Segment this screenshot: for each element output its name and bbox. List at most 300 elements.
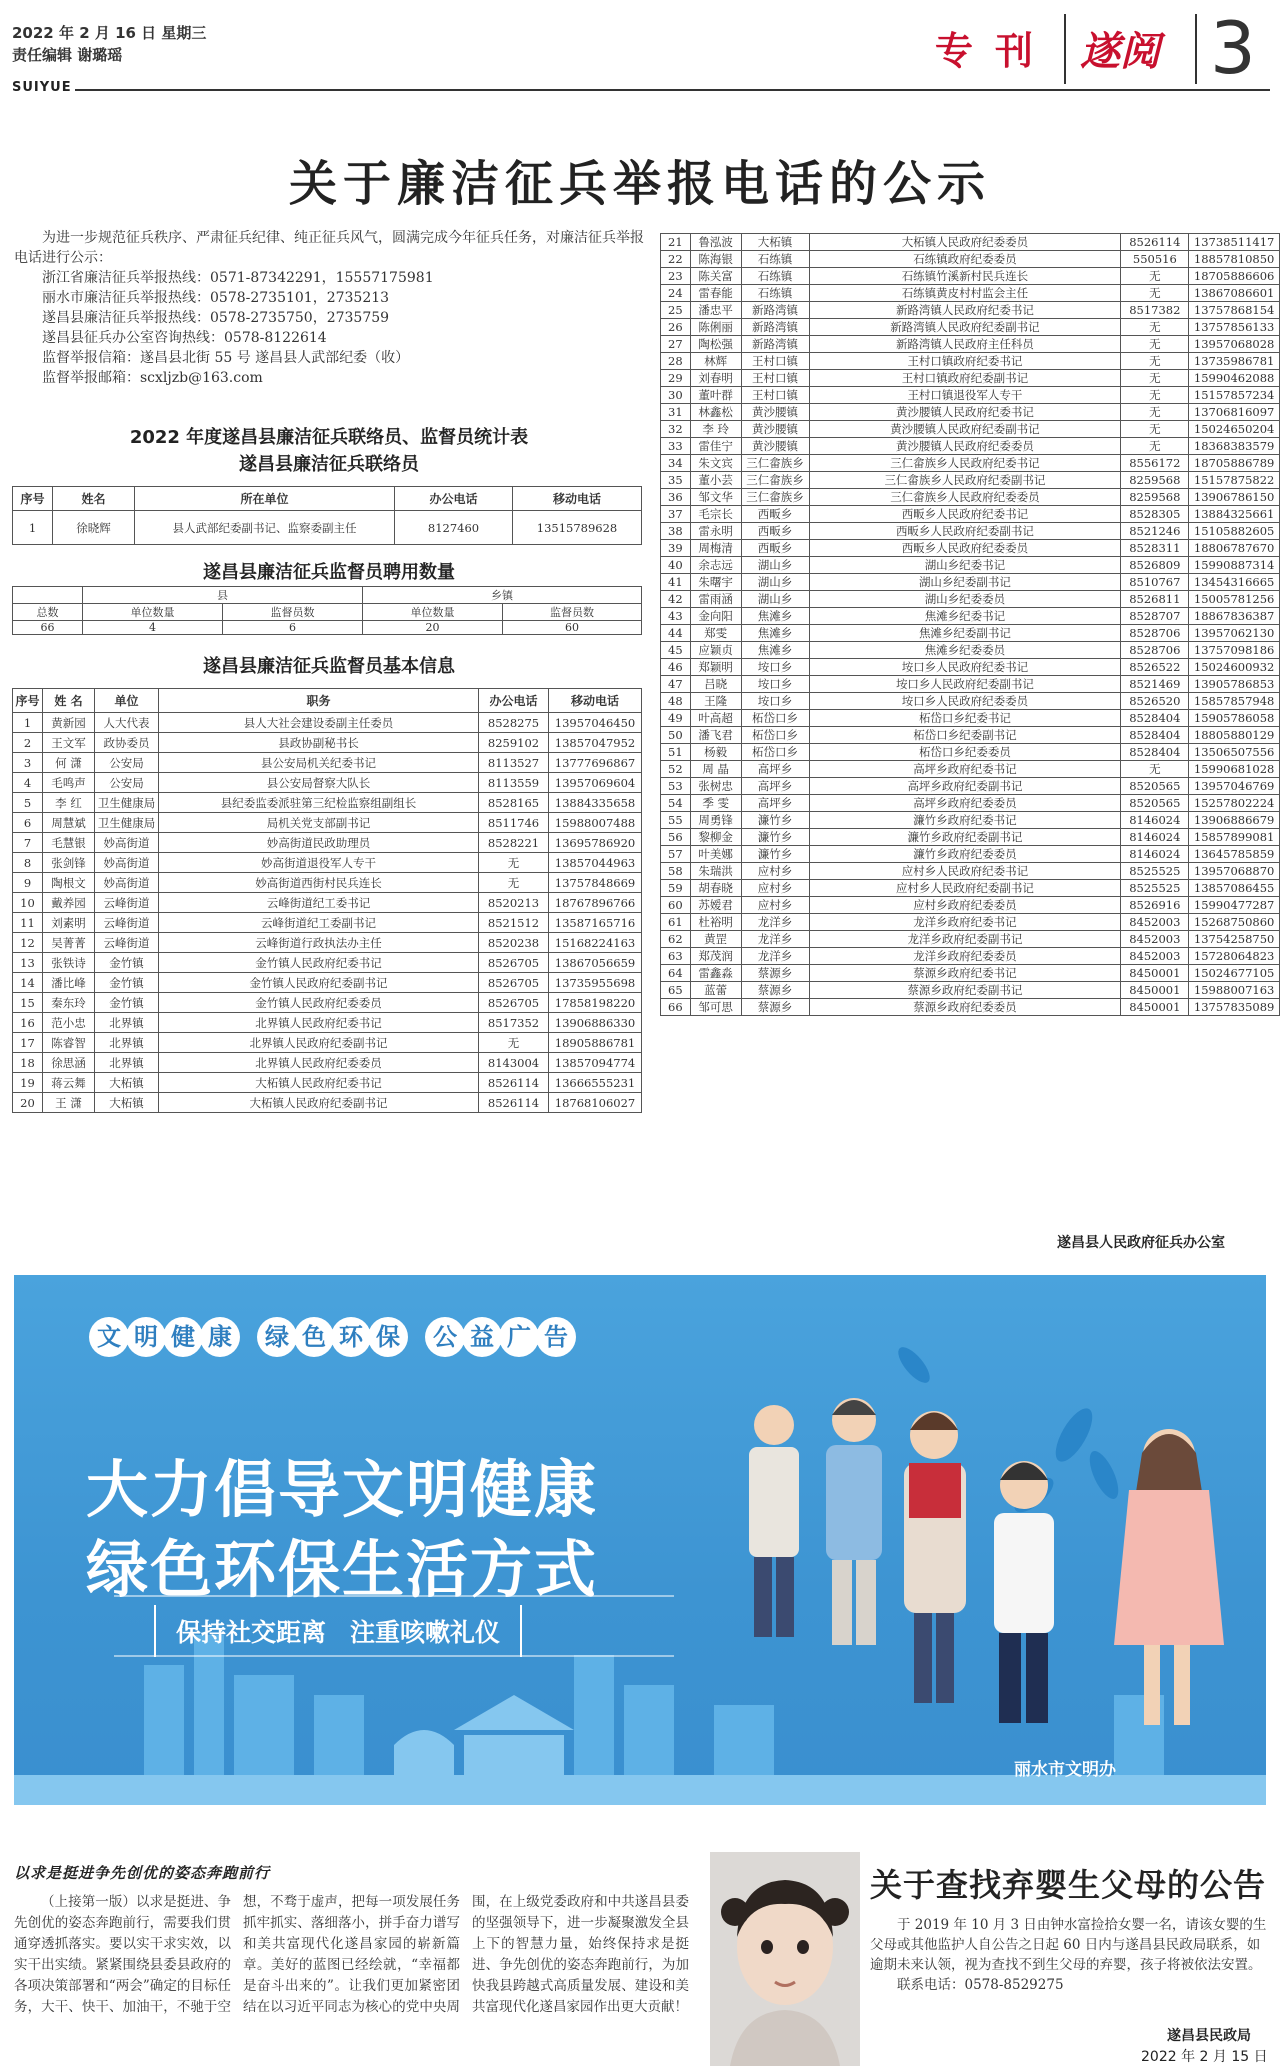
cell: 无 bbox=[1121, 285, 1189, 302]
cell: 2 bbox=[13, 733, 43, 753]
cell: 西畈乡人民政府纪委副书记 bbox=[809, 523, 1121, 540]
cell: 焦滩乡 bbox=[741, 625, 809, 642]
cell: 雷永明 bbox=[690, 523, 741, 540]
cell: 27 bbox=[661, 336, 691, 353]
cell: 8450001 bbox=[1121, 965, 1189, 982]
cell: 王隆 bbox=[690, 693, 741, 710]
cell: 郑茂润 bbox=[690, 948, 741, 965]
cell: 8525525 bbox=[1121, 863, 1189, 880]
cell: 8511746 bbox=[479, 813, 549, 833]
cell: 18857810850 bbox=[1189, 251, 1280, 268]
cell: 8528706 bbox=[1121, 642, 1189, 659]
notice-contact: 联系电话：0578-8529275 bbox=[897, 1977, 1064, 1993]
cell: 26 bbox=[661, 319, 691, 336]
cell: 徐晓辉 bbox=[53, 511, 135, 545]
cell: 8517352 bbox=[479, 1013, 549, 1033]
cell: 蔡源乡政府纪委委员 bbox=[809, 999, 1121, 1016]
cell: 叶美娜 bbox=[690, 846, 741, 863]
cell: 8526114 bbox=[1121, 234, 1189, 251]
cell: 13957062130 bbox=[1189, 625, 1280, 642]
cell: 戴养园 bbox=[43, 893, 95, 913]
sub-slogan-text: 保持社交距离 bbox=[176, 1618, 327, 1647]
cell: 无 bbox=[479, 1033, 549, 1053]
liaison-title: 遂昌县廉洁征兵联络员 bbox=[239, 454, 419, 475]
intro-paragraph: 为进一步规范征兵秩序、严肃征兵纪律、纯正征兵风气，圆满完成今年征兵任务，对廉洁征兵举报电话进行公示： bbox=[14, 230, 644, 266]
cell: 黄罡 bbox=[690, 931, 741, 948]
cell: 13515789628 bbox=[513, 511, 642, 545]
cell: 13757835089 bbox=[1189, 999, 1280, 1016]
cell: 濂竹乡政府纪委委员 bbox=[809, 846, 1121, 863]
cell: 县政协副秘书长 bbox=[159, 733, 479, 753]
table-row bbox=[661, 455, 1280, 472]
cell: 44 bbox=[661, 625, 691, 642]
cell: 县公安局机关纪委书记 bbox=[159, 753, 479, 773]
table-row bbox=[661, 506, 1280, 523]
cell: 垵口乡人民政府纪委副书记 bbox=[809, 676, 1121, 693]
ad-tag-char: 色 bbox=[294, 1317, 334, 1357]
section-name: 专刊 bbox=[935, 28, 1056, 73]
table-row bbox=[13, 833, 642, 853]
cell: 邹可思 bbox=[690, 999, 741, 1016]
cell: 杜裕明 bbox=[690, 914, 741, 931]
cell: 18767896766 bbox=[549, 893, 642, 913]
cell: 15988007488 bbox=[549, 813, 642, 833]
hotline-line: 浙江省廉洁征兵举报热线：0571-87342291，15557175981 bbox=[42, 270, 434, 286]
cell: 三仁畲族乡 bbox=[741, 489, 809, 506]
cell: 15005781256 bbox=[1189, 591, 1280, 608]
cell: 16 bbox=[13, 1013, 43, 1033]
ad-tag-char: 益 bbox=[462, 1317, 502, 1357]
cell: 8526705 bbox=[479, 993, 549, 1013]
table-row bbox=[13, 973, 642, 993]
cell: 8113527 bbox=[479, 753, 549, 773]
cell: 62 bbox=[661, 931, 691, 948]
cell: 52 bbox=[661, 761, 691, 778]
cell: 应村乡人民政府纪委副书记 bbox=[809, 880, 1121, 897]
cell: 黄沙腰镇 bbox=[741, 404, 809, 421]
cell: 三仁畲族乡人民政府纪委委员 bbox=[809, 489, 1121, 506]
ad-tag-char: 环 bbox=[331, 1317, 371, 1357]
page-title: 关于廉洁征兵举报电话的公示 bbox=[288, 156, 991, 212]
col-header: 序号 bbox=[13, 487, 53, 511]
cell: 叶高超 bbox=[690, 710, 741, 727]
cell: 垵口乡人民政府纪委书记 bbox=[809, 659, 1121, 676]
masthead-rule bbox=[75, 89, 1270, 91]
cell: 董小芸 bbox=[690, 472, 741, 489]
cell: 13884325661 bbox=[1189, 506, 1280, 523]
cell: 潘忠平 bbox=[690, 302, 741, 319]
cell: 濂竹乡政府纪委书记 bbox=[809, 812, 1121, 829]
cell: 新路湾镇 bbox=[741, 336, 809, 353]
ad-tag-char: 健 bbox=[163, 1317, 203, 1357]
cell: 黄沙腰镇 bbox=[741, 438, 809, 455]
cell: 湖山乡纪委委员 bbox=[809, 591, 1121, 608]
cell: 8526916 bbox=[1121, 897, 1189, 914]
cell: 范小忠 bbox=[43, 1013, 95, 1033]
cell: 8526705 bbox=[479, 953, 549, 973]
cell: 13757098186 bbox=[1189, 642, 1280, 659]
cell: 雷鑫淼 bbox=[690, 965, 741, 982]
table-row bbox=[13, 511, 642, 545]
table-row bbox=[661, 999, 1280, 1016]
cell: 41 bbox=[661, 574, 691, 591]
table-row bbox=[661, 642, 1280, 659]
table-row bbox=[13, 913, 642, 933]
cell: 应村乡政府纪委委员 bbox=[809, 897, 1121, 914]
table-row bbox=[661, 693, 1280, 710]
cell: 柘岱口乡 bbox=[741, 727, 809, 744]
table-row bbox=[661, 336, 1280, 353]
cell: 13506507556 bbox=[1189, 744, 1280, 761]
cell: 36 bbox=[661, 489, 691, 506]
table-row bbox=[13, 1013, 642, 1033]
table-row bbox=[661, 540, 1280, 557]
cell: 大柘镇 bbox=[95, 1093, 159, 1113]
cell: 15157875822 bbox=[1189, 472, 1280, 489]
table-row bbox=[661, 846, 1280, 863]
cell: 朱文宾 bbox=[690, 455, 741, 472]
cell: 焦滩乡 bbox=[741, 642, 809, 659]
hire-title: 遂昌县廉洁征兵监督员聘用数量 bbox=[203, 562, 455, 583]
cell: 西畈乡 bbox=[741, 540, 809, 557]
cell: 新路湾镇人民政府纪委书记 bbox=[809, 302, 1121, 319]
cell: 濂竹乡政府纪委副书记 bbox=[809, 829, 1121, 846]
cell: 21 bbox=[661, 234, 691, 251]
cell: 王村口镇政府纪委书记 bbox=[809, 353, 1121, 370]
editor-credit: 责任编辑 谢璐瑶 bbox=[12, 46, 123, 64]
table-row bbox=[661, 387, 1280, 404]
cell: 西畈乡人民政府纪委书记 bbox=[809, 506, 1121, 523]
cell: 石练镇 bbox=[741, 251, 809, 268]
cell: 北界镇 bbox=[95, 1033, 159, 1053]
cell: 13754258750 bbox=[1189, 931, 1280, 948]
table-row bbox=[661, 812, 1280, 829]
cell: 11 bbox=[13, 913, 43, 933]
cell: 蔡源乡 bbox=[741, 982, 809, 999]
cell: 8528305 bbox=[1121, 506, 1189, 523]
cell: 石练镇 bbox=[741, 268, 809, 285]
ad-tag-char: 公 bbox=[425, 1317, 465, 1357]
article-paragraph: （上接第一版）以求是挺进、争先创优的姿态奔跑前行，需要我们贯通穿透抓落实。要以实干求实效，以实干出实绩。紧紧围绕县委县政府的各项决策部署和“两会”确定的目标任务，大干、快干、加油干，不驰于空想，不骛于虚声，把每一项发展任务抓牢抓实、落细落小，拼手奋力谱写和美共富现代化遂昌家园的崭新篇章。美好的蓝图已经绘就，“幸福都是奋斗出来的”。让我们更加紧密团结在以习近平同志为核心的党中央周围，在上级党委政府和中共遂昌县委的坚强领导下，进一步凝聚激发全县上下的智慧力量，始终保持求是挺进、争先创优的姿态奔跑前行，为加快我县跨越式高质量发展、建设和美共富现代化遂昌家园作出更大贡献！ bbox=[14, 1894, 689, 2015]
cell: 51 bbox=[661, 744, 691, 761]
ad-slogan bbox=[86, 1450, 598, 1610]
masthead-info bbox=[12, 22, 206, 66]
cell: 13906786150 bbox=[1189, 489, 1280, 506]
cell: 县人武部纪委副书记、监察委副主任 bbox=[135, 511, 395, 545]
cell: 林鑫松 bbox=[690, 404, 741, 421]
table-row bbox=[661, 353, 1280, 370]
cell: 4 bbox=[83, 621, 223, 635]
cell: 13666555231 bbox=[549, 1073, 642, 1093]
cell: 15990887314 bbox=[1189, 557, 1280, 574]
cell: 云峰街道 bbox=[95, 913, 159, 933]
cell: 柘岱口乡纪委副书记 bbox=[809, 727, 1121, 744]
notice-paragraph: 于 2019 年 10 月 3 日由钟水富捡拾女婴一名，请该女婴的生父母或其他监护人自公告之日起 60 日内与遂昌县民政局联系，如逾期未来认领，视为查找不到生父母的弃婴，孩子将被依法安置。 bbox=[870, 1917, 1267, 1973]
notice-date: 2022 年 2 月 15 日 bbox=[1141, 2049, 1268, 2065]
cell: 15268750860 bbox=[1189, 914, 1280, 931]
cell: 59 bbox=[661, 880, 691, 897]
cell: 郑雯 bbox=[690, 625, 741, 642]
cell: 66 bbox=[13, 621, 83, 635]
table-row bbox=[661, 778, 1280, 795]
slogan-divider bbox=[114, 1595, 674, 1597]
cell: 8517382 bbox=[1121, 302, 1189, 319]
cell: 龙洋乡政府纪委副书记 bbox=[809, 931, 1121, 948]
cell: 50 bbox=[661, 727, 691, 744]
cell: 32 bbox=[661, 421, 691, 438]
slogan-line: 大力倡导文明健康 bbox=[86, 1453, 599, 1526]
cell: 大柘镇 bbox=[95, 1073, 159, 1093]
cell: 黄沙腰镇人民政府纪委委员 bbox=[809, 438, 1121, 455]
cell: 20 bbox=[13, 1093, 43, 1113]
col-header: 办公电话 bbox=[479, 689, 549, 713]
section-en: SUIYUE bbox=[12, 80, 72, 95]
cell: 8526114 bbox=[479, 1093, 549, 1113]
cell: 濂竹乡 bbox=[741, 829, 809, 846]
cell: 县公安局督察大队长 bbox=[159, 773, 479, 793]
cell: 大柘镇 bbox=[741, 234, 809, 251]
table-row bbox=[661, 931, 1280, 948]
cell: 8259102 bbox=[479, 733, 549, 753]
cell: 7 bbox=[13, 833, 43, 853]
cell: 金竹镇人民政府纪委副书记 bbox=[159, 973, 479, 993]
cell: 48 bbox=[661, 693, 691, 710]
cell: 鲁泓波 bbox=[690, 234, 741, 251]
table-row bbox=[661, 761, 1280, 778]
cell: 8526811 bbox=[1121, 591, 1189, 608]
cell: 蓝蕾 bbox=[690, 982, 741, 999]
cell: 王 潇 bbox=[43, 1093, 95, 1113]
cell: 15168224163 bbox=[549, 933, 642, 953]
cell: 8143004 bbox=[479, 1053, 549, 1073]
cell: 金向阳 bbox=[690, 608, 741, 625]
cell: 西畈乡人民政府纪委委员 bbox=[809, 540, 1121, 557]
cell: 8 bbox=[13, 853, 43, 873]
cell: 周 晶 bbox=[690, 761, 741, 778]
cell: 新路湾镇 bbox=[741, 319, 809, 336]
cell: 焦滩乡纪委书记 bbox=[809, 608, 1121, 625]
hire-table bbox=[12, 586, 642, 635]
table-row bbox=[661, 523, 1280, 540]
ad-tag-char: 康 bbox=[200, 1317, 240, 1357]
cell: 8528404 bbox=[1121, 727, 1189, 744]
table-row bbox=[661, 302, 1280, 319]
cell: 垵口乡 bbox=[741, 659, 809, 676]
cell: 13906886330 bbox=[549, 1013, 642, 1033]
cell: 蔡源乡政府纪委副书记 bbox=[809, 982, 1121, 999]
cell: 无 bbox=[1121, 319, 1189, 336]
cell: 8452003 bbox=[1121, 914, 1189, 931]
notice-signer: 遂昌县民政局 bbox=[1167, 2028, 1251, 2044]
cell: 龙洋乡 bbox=[741, 914, 809, 931]
cell: 邹文华 bbox=[690, 489, 741, 506]
cell: 三仁畲族乡 bbox=[741, 472, 809, 489]
cell: 张树忠 bbox=[690, 778, 741, 795]
cell: 石练镇竹溪新村民兵连长 bbox=[809, 268, 1121, 285]
table-row bbox=[661, 897, 1280, 914]
cell: 王村口镇 bbox=[741, 387, 809, 404]
cell: 云峰街道行政执法办主任 bbox=[159, 933, 479, 953]
cell: 15024600932 bbox=[1189, 659, 1280, 676]
cell: 42 bbox=[661, 591, 691, 608]
col-header: 单位 bbox=[95, 689, 159, 713]
table-row bbox=[661, 489, 1280, 506]
cell: 吕晓 bbox=[690, 676, 741, 693]
col-header: 移动电话 bbox=[513, 487, 642, 511]
ad-tag-char: 告 bbox=[536, 1317, 576, 1357]
cell: 13735986781 bbox=[1189, 353, 1280, 370]
cell: 无 bbox=[1121, 353, 1189, 370]
supervisor-table-left bbox=[12, 688, 642, 1113]
cell: 8526520 bbox=[1121, 693, 1189, 710]
cell: 13957068028 bbox=[1189, 336, 1280, 353]
table-row bbox=[13, 1053, 642, 1073]
cell: 季 雯 bbox=[690, 795, 741, 812]
cell: 13884335658 bbox=[549, 793, 642, 813]
cell: 31 bbox=[661, 404, 691, 421]
table-row bbox=[13, 893, 642, 913]
table-row bbox=[661, 625, 1280, 642]
cell: 15157857234 bbox=[1189, 387, 1280, 404]
cell: 湖山乡 bbox=[741, 591, 809, 608]
cell: 新路湾镇 bbox=[741, 302, 809, 319]
cell: 8452003 bbox=[1121, 948, 1189, 965]
cell: 8521469 bbox=[1121, 676, 1189, 693]
cell: 13 bbox=[13, 953, 43, 973]
cell: 石练镇黄皮村村监会主任 bbox=[809, 285, 1121, 302]
cell: 高坪乡 bbox=[741, 761, 809, 778]
cell: 北界镇人民政府纪委委员 bbox=[159, 1053, 479, 1073]
cell: 13957068870 bbox=[1189, 863, 1280, 880]
cell: 15990462088 bbox=[1189, 370, 1280, 387]
cell: 县人大社会建设委副主任委员 bbox=[159, 713, 479, 733]
table-row bbox=[661, 659, 1280, 676]
table-row bbox=[661, 744, 1280, 761]
hotline-line: 监督举报信箱：遂昌县北街 55 号 遂昌县人武部纪委（收） bbox=[42, 350, 410, 366]
cell: 三仁畲族乡人民政府纪委副书记 bbox=[809, 472, 1121, 489]
stat-title: 2022 年度遂昌县廉洁征兵联络员、监督员统计表 bbox=[129, 427, 529, 448]
cell: 湖山乡纪委副书记 bbox=[809, 574, 1121, 591]
cell: 高坪乡 bbox=[741, 795, 809, 812]
table-row bbox=[13, 733, 642, 753]
cell: 无 bbox=[1121, 421, 1189, 438]
cell: 13757848669 bbox=[549, 873, 642, 893]
cell: 金竹镇 bbox=[95, 993, 159, 1013]
cell: 18705886789 bbox=[1189, 455, 1280, 472]
cell: 郑颖明 bbox=[690, 659, 741, 676]
table-row bbox=[661, 268, 1280, 285]
cell: 8450001 bbox=[1121, 982, 1189, 999]
cell: 13587165716 bbox=[549, 913, 642, 933]
cell: 应村乡 bbox=[741, 880, 809, 897]
cell: 43 bbox=[661, 608, 691, 625]
cell: 30 bbox=[661, 387, 691, 404]
cell: 9 bbox=[13, 873, 43, 893]
cell: 潘飞君 bbox=[690, 727, 741, 744]
cell: 张铁诗 bbox=[43, 953, 95, 973]
cell: 龙洋乡政府纪委书记 bbox=[809, 914, 1121, 931]
cell: 13857094774 bbox=[549, 1053, 642, 1073]
cell: 黄沙腰镇人民政府纪委副书记 bbox=[809, 421, 1121, 438]
cell: 张剑锋 bbox=[43, 853, 95, 873]
table-row bbox=[13, 853, 642, 873]
cell: 高坪乡政府纪委书记 bbox=[809, 761, 1121, 778]
cell: 应村乡人民政府纪委书记 bbox=[809, 863, 1121, 880]
cell: 13757856133 bbox=[1189, 319, 1280, 336]
table-row bbox=[661, 676, 1280, 693]
cell: 13857047952 bbox=[549, 733, 642, 753]
cell: 新路湾镇人民政府纪委副书记 bbox=[809, 319, 1121, 336]
table-row bbox=[661, 727, 1280, 744]
table-row bbox=[661, 710, 1280, 727]
cell: 云峰街道纪工委副书记 bbox=[159, 913, 479, 933]
cell: 濂竹乡 bbox=[741, 846, 809, 863]
slogan-divider bbox=[114, 1655, 674, 1657]
liaison-table bbox=[12, 486, 642, 545]
cell: 焦滩乡纪委副书记 bbox=[809, 625, 1121, 642]
cell: 46 bbox=[661, 659, 691, 676]
cell: 15105882605 bbox=[1189, 523, 1280, 540]
cell: 陶松强 bbox=[690, 336, 741, 353]
cell: 李 玲 bbox=[690, 421, 741, 438]
cell: 8526522 bbox=[1121, 659, 1189, 676]
info-title: 遂昌县廉洁征兵监督员基本信息 bbox=[203, 656, 455, 677]
cell: 应颖贞 bbox=[690, 642, 741, 659]
cell: 王村口镇政府纪委副书记 bbox=[809, 370, 1121, 387]
cell: 15728064823 bbox=[1189, 948, 1280, 965]
cell: 黄新园 bbox=[43, 713, 95, 733]
ad-tag-char: 文 bbox=[89, 1317, 129, 1357]
cell: 40 bbox=[661, 557, 691, 574]
announcement-signature: 遂昌县人民政府征兵办公室 bbox=[1057, 1235, 1225, 1251]
cell: 金竹镇 bbox=[95, 973, 159, 993]
cell: 19 bbox=[13, 1073, 43, 1093]
cell: 6 bbox=[13, 813, 43, 833]
col-header: 总数 bbox=[13, 604, 83, 621]
table-row bbox=[661, 319, 1280, 336]
masthead-divider bbox=[1064, 14, 1066, 84]
cell: 60 bbox=[503, 621, 642, 635]
cell: 妙高街道 bbox=[95, 833, 159, 853]
cell: 高坪乡 bbox=[741, 778, 809, 795]
cell: 金竹镇人民政府纪委委员 bbox=[159, 993, 479, 1013]
cell: 何 潇 bbox=[43, 753, 95, 773]
cell: 13857086455 bbox=[1189, 880, 1280, 897]
cell: 云峰街道 bbox=[95, 933, 159, 953]
table-row bbox=[661, 251, 1280, 268]
cell: 蒋云舞 bbox=[43, 1073, 95, 1093]
cell: 8556172 bbox=[1121, 455, 1189, 472]
cell: 8528311 bbox=[1121, 540, 1189, 557]
cell: 陈海银 bbox=[690, 251, 741, 268]
cell: 60 bbox=[661, 897, 691, 914]
col-header: 移动电话 bbox=[549, 689, 642, 713]
cell: 64 bbox=[661, 965, 691, 982]
cell: 8526705 bbox=[479, 973, 549, 993]
cell: 15257802224 bbox=[1189, 795, 1280, 812]
cell: 蔡源乡 bbox=[741, 965, 809, 982]
cell: 24 bbox=[661, 285, 691, 302]
cell: 李 红 bbox=[43, 793, 95, 813]
ad-sub-slogan bbox=[154, 1605, 522, 1657]
group-header: 乡镇 bbox=[363, 587, 642, 604]
article-heading: 以求是挺进争先创优的姿态奔跑前行 bbox=[14, 1864, 271, 1882]
cell: 8526114 bbox=[479, 1073, 549, 1093]
cell: 8528404 bbox=[1121, 744, 1189, 761]
cell: 18768106027 bbox=[549, 1093, 642, 1113]
cell: 妙高街道民政助理员 bbox=[159, 833, 479, 853]
table-row bbox=[661, 404, 1280, 421]
